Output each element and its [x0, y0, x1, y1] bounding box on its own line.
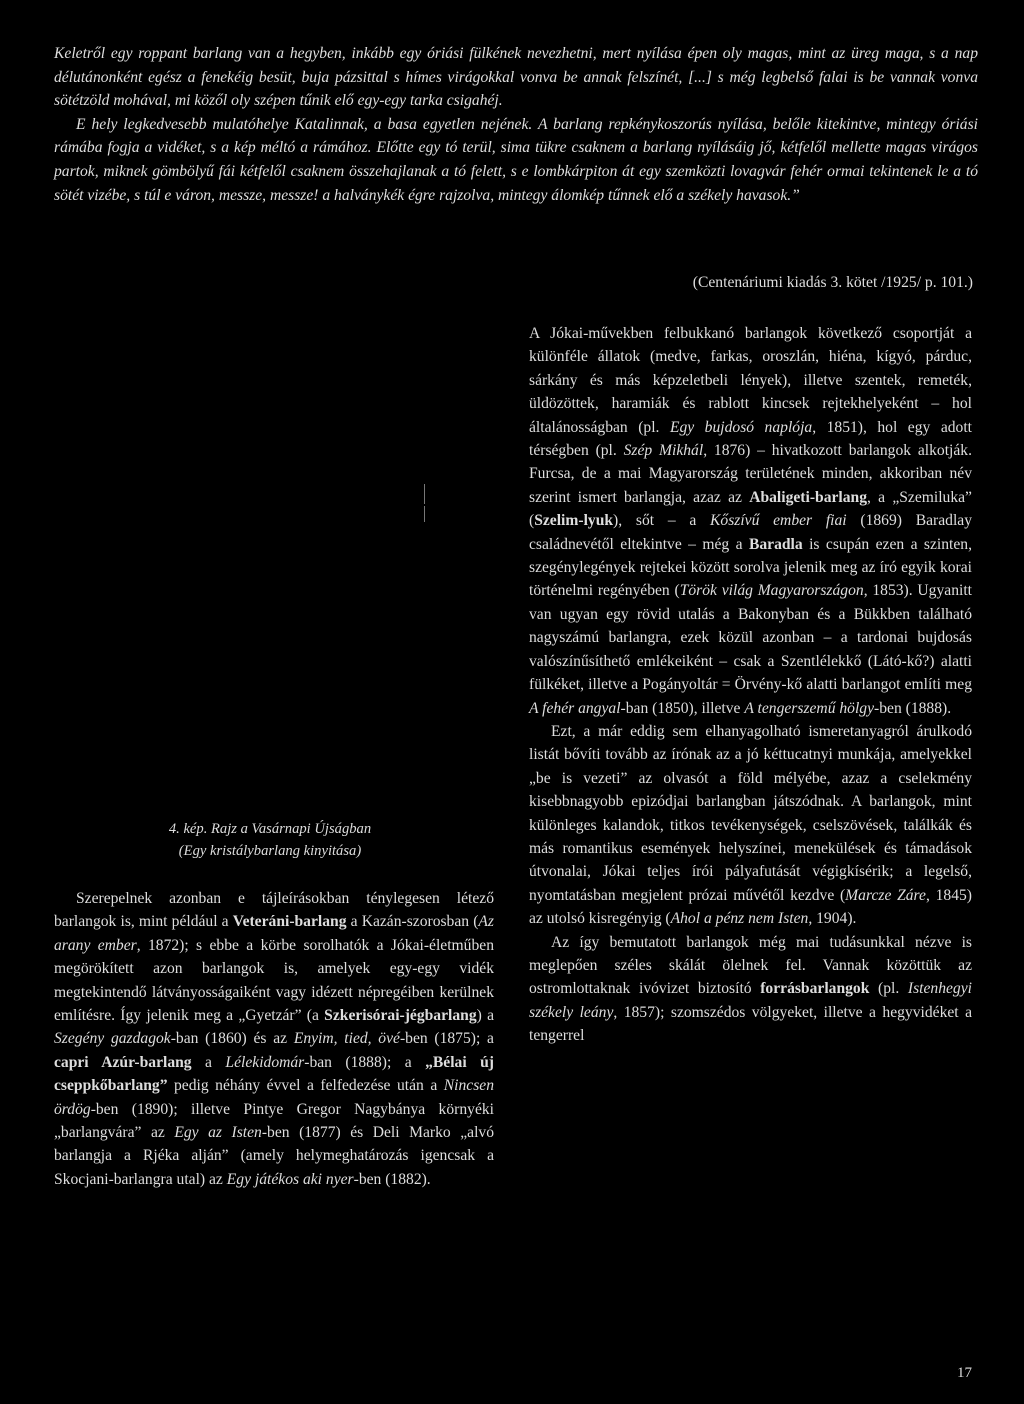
work-title: Enyim, tied, övé [293, 1030, 400, 1048]
cave-name: capri Azúr-barlang [54, 1053, 192, 1071]
left-paragraph [54, 887, 494, 1191]
text-run: , 1876) – hivatkozott barlangok alkotják. Furcsa, de a mai Magyarország területének minden, akkoriban név szerint ismert barlangja, azaz az [529, 442, 972, 506]
work-title: Egy játékos aki nyer [226, 1170, 354, 1188]
text-run: -ben (1890); illetve Pintye Gregor Nagybánya környéki „barlangvára” az [54, 1100, 494, 1142]
work-title: Török világ Magyarországon [679, 582, 864, 600]
page-number: 17 [957, 1365, 972, 1381]
text-run: ), sőt – a [613, 512, 711, 530]
right-paragraph-3 [529, 931, 972, 1048]
text-run: -ben (1875); a [399, 1030, 494, 1048]
work-title: Szegény gazdagok [54, 1030, 171, 1048]
quote-paragraph-1: Keletről egy roppant barlang van a hegyben, inkább egy óriási fülkének nevezhetni, mert nyílása épen oly magas, mint az üreg maga, s a nap délutánonként egész a fenekéig besüt, buja pázsittal s hímes virágokkal vonva be annak felszínét, [...] s még legbelső falai is be vannak vonva sötétzöld mohával, mi közől oly szépen tűnik elő egy-egy tarka csigahéj. [54, 45, 978, 110]
cave-name: Baradla [748, 535, 803, 553]
work-title: A fehér angyal [529, 699, 621, 717]
text-run: is csupán ezen a szinten, szegénylegények rejtekei között sorolva jelenik meg az író egyik korai történelmi regényében ( [529, 535, 972, 600]
work-title: Lélekidomár [225, 1053, 305, 1071]
text-run: , 1851), hol egy adott térségben (pl. [529, 418, 972, 460]
figure-mark [424, 484, 425, 504]
text-run: -ben (1877) és Deli Marko „alvó barlangja a Rjéka alján” (amely helymeghatározás igencsak a Skocjani-barlangra utal) az [54, 1124, 495, 1188]
text-run: (pl. [869, 980, 908, 998]
work-title: Istenhegyi székely leány [529, 980, 972, 1021]
text-run: , 1845) az utolsó kisregényig ( [529, 886, 972, 928]
text-run: , 1857); szomszédos völgyeket, illetve a hegyvidéket a tengerrel [529, 1003, 972, 1045]
work-title: Az arany ember [54, 913, 494, 954]
right-paragraph-1 [529, 322, 972, 720]
work-title: Nincsen ördög [54, 1077, 494, 1118]
right-column [529, 322, 972, 1048]
caption-line-2: (Egy kristálybarlang kinyitása) [178, 843, 362, 859]
text-run: a Kazán-szorosban ( [346, 913, 479, 931]
text-run: -ban (1860) és az [170, 1030, 294, 1048]
work-title: Szép Mikhál [623, 442, 704, 460]
text-run: ) a [476, 1007, 494, 1025]
text-run: (1869) Baradlay családnevétől eltekintve – még a [529, 512, 972, 553]
text-run: -ben (1882). [353, 1170, 431, 1188]
figure-mark [424, 506, 425, 522]
cave-name: Szkerisórai-jégbarlang [324, 1007, 477, 1025]
text-run: -ban (1888); a [304, 1053, 426, 1071]
cave-name: Abaligeti-barlang [749, 488, 868, 506]
work-title: Ahol a pénz nem Isten [670, 910, 809, 928]
work-title: Marcze Záre [845, 886, 926, 904]
text-run: a [191, 1053, 226, 1071]
left-column [54, 887, 494, 1191]
work-title: Egy az Isten [174, 1124, 262, 1142]
work-title: Egy bujdosó naplója [669, 418, 813, 436]
text-run: Az így bemutatott barlangok még mai tudásunkkal nézve is meglepően széles skálát ölelnek fel. Vannak közöttük az ostromlottaknak ivóvizet biztosító [529, 933, 972, 998]
text-run: pedig néhány évvel a felfedezése után a [167, 1077, 444, 1095]
figure-caption [120, 818, 420, 862]
cave-name: forrásbarlangok [760, 980, 870, 998]
text-run: Szerepelnek azonban e tájleírásokban ténylegesen létező barlangok is, mint például a [54, 890, 494, 931]
right-paragraph-2 [529, 720, 972, 931]
text-run: A Jókai-művekben felbukkanó barlangok következő csoportját a különféle állatok (medve, farkas, oroszlán, hiéna, kígyó, párduc, sárkány és más képzeletbeli lények), illetve szentek, remeték, üldözöttek, haramiák és rablott kincsek rejtekhelyeként – hol általánosságban (pl. [529, 325, 972, 436]
cave-drawing-figure [52, 322, 492, 810]
quote-citation: (Centenáriumi kiadás 3. kötet /1925/ p. 101.) [692, 274, 973, 291]
text-run: -ben (1888). [874, 699, 952, 717]
work-title: A tengerszemű hölgy [744, 699, 875, 717]
cave-name: Veteráni-barlang [232, 913, 347, 931]
text-run: , a „Szemiluka” ( [529, 488, 972, 530]
cave-name: Szelim-lyuk [534, 512, 614, 530]
text-run: , 1904). [808, 910, 857, 928]
text-run: , 1872); s ebbe a körbe sorolhatók a Jókai-életműben megörökített azon barlangok is, amelyek egy-egy vidék megtekintendő látványosságaiként vagy idézett népregéiben kerülnek említésre. Így jelenik meg a „Gyetzár” (a [54, 936, 494, 1025]
work-title: Kőszívű ember fiai [710, 512, 847, 530]
text-run: Ezt, a már eddig sem elhanyagolható ismeretanyagról árulkodó listát bővíti tovább az írónak az a jó kéttucatnyi munkája, amelyekkel „be is vezeti” az olvasót a föld mélyébe, azaz a cselekmény kisebbnagyobb epizódjai barlangban játszódnak. A barlangok, mint különleges kalandok, titkos tevékenységek, cselszövések, találkák és más romantikus események helyszínei, menekülések és támadások útvonalai, Jókai teljes írói pályafutását végigkísérik; a legelső, nyomtatásban megjelent prózai művétől kezdve ( [529, 722, 972, 904]
opening-quote [54, 42, 978, 207]
quote-paragraph-2: E hely legkedvesebb mulatóhelye Katalinnak, a basa egyetlen nejének. A barlang repkénykoszorús nyílása, belőle kitekintve, mintegy óriási rámába fogja a vidéket, s a kép méltó a rámához. Előtte egy tó terül, sima tükre csaknem a barlang nyílásáig jő, kétfelől mellette magas virágos partok, miknek gömbölyű fái kétfelől csaknem összehajlanak a tó felett, s e lombkárpiton át egy szemközti lovagvár fehér ormai tekintenek le a tó sötét vizébe, s túl e váron, messze, messze! a halványkék égre rajzolva, mintegy álomkép tűnnek elő a székely havasok.” [54, 115, 978, 204]
cave-name: „Bélai új cseppkőbarlang” [54, 1053, 494, 1095]
caption-line-1: 4. kép. Rajz a Vasárnapi Újságban [168, 821, 372, 837]
text-run: , 1853). Ugyanitt van ugyan egy rövid utalás a Bakonyban és a Bükkben található nagyszámú barlangra, ezek közül azonban – a tardonai bujdosás valószínűsíthető emlékeiként – csak a Szentlélekkő (Látó-kő?) alatti fülkéket, illetve a Pogányoltár = Örvény-kő alatti barlangot említi meg [529, 582, 972, 694]
text-run: -ban (1850), illetve [620, 699, 745, 717]
